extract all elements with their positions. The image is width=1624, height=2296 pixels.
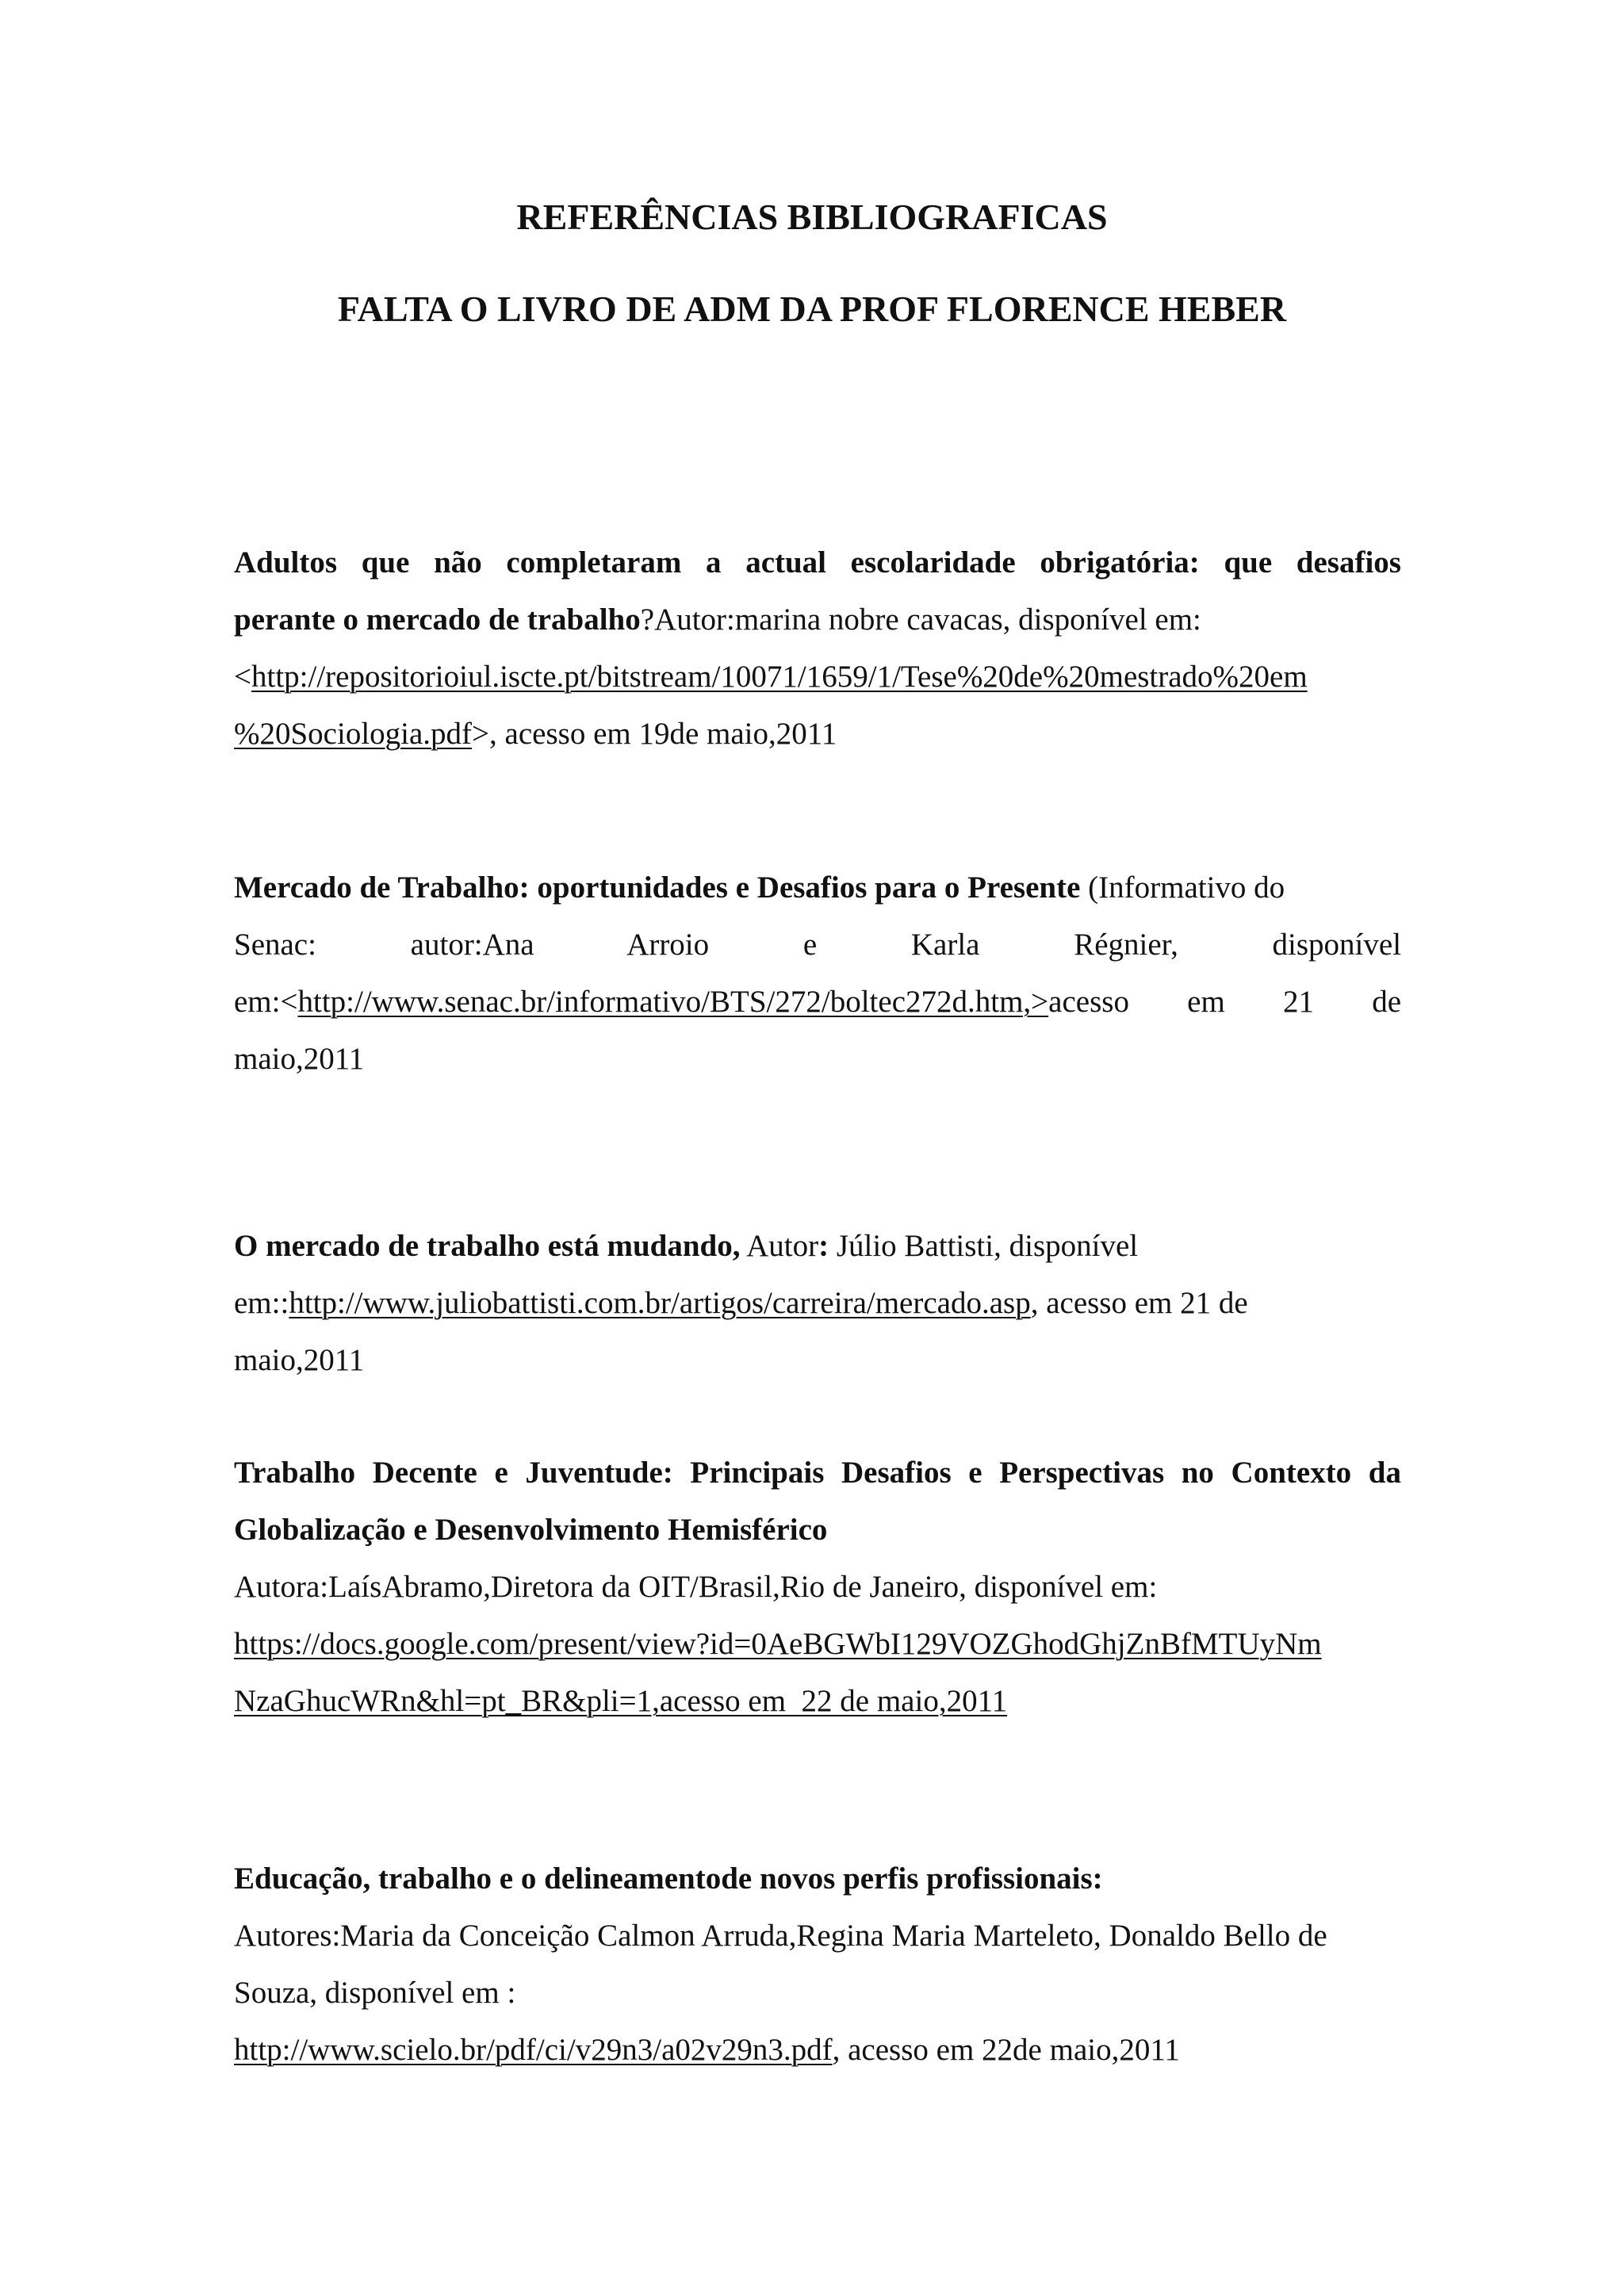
reference-note: (Informativo do	[1080, 871, 1285, 905]
reference-title: perante o mercado de trabalho	[234, 603, 641, 637]
reference-link[interactable]: http://www.scielo.br/pdf/ci/v29n3/a02v29n3.pdf	[234, 2033, 833, 2067]
word: acesso	[1048, 985, 1129, 1019]
reference-line: maio,2011	[234, 1343, 365, 1377]
reference-title-line	[234, 859, 1401, 916]
reference-title-line	[234, 1218, 1401, 1275]
word: 21	[1283, 985, 1314, 1019]
reference-line: Souza, disponível em :	[234, 1976, 516, 2010]
reference-title: Mercado de Trabalho: oportunidades e Desafios para o Presente	[234, 871, 1081, 905]
reference-line	[234, 706, 1401, 763]
access-date: >, acesso em 19de maio,2011	[472, 717, 837, 751]
reference-line	[234, 591, 1401, 649]
reference-link[interactable]: http://www.senac.br/informativo/BTS/272/boltec272d.htm,>	[297, 985, 1049, 1019]
reference-entry	[234, 1445, 1401, 1730]
reference-line	[234, 916, 1401, 974]
reference-line	[234, 1616, 1401, 1673]
word: disponível	[1272, 928, 1401, 962]
reference-entry	[234, 859, 1401, 1088]
reference-author: ?Autor:marina nobre cavacas, disponível em:	[640, 603, 1201, 637]
word: Arroio	[626, 928, 710, 962]
reference-link[interactable]: https://docs.google.com/present/view?id=0AeBGWbI129VOZGhodGhjZnBfMTUyNm	[234, 1627, 1322, 1661]
reference-title: Adultos que não completaram a actual escolaridade obrigatória: que desafios	[234, 545, 1401, 580]
reference-line	[234, 649, 1401, 706]
reference-link[interactable]: http://www.juliobattisti.com.br/artigos/carreira/mercado.asp	[289, 1286, 1031, 1320]
access-date: , acesso em 21 de	[1030, 1286, 1248, 1320]
reference-line	[234, 1673, 1401, 1730]
word: Karla	[910, 928, 980, 962]
word: de	[1372, 985, 1401, 1019]
word: em	[1187, 985, 1225, 1019]
reference-title: Educação, trabalho e o delineamentode novos perfis profissionais:	[234, 1862, 1103, 1896]
reference-title: Trabalho Decente e Juventude: Principais Desafios e Perspectivas no Contexto da	[234, 1456, 1401, 1490]
page-subtitle: FALTA O LIVRO DE ADM DA PROF FLORENCE HEBER	[337, 289, 1287, 329]
reference-line: maio,2011	[234, 1042, 365, 1076]
reference-line	[234, 2022, 1401, 2079]
reference-title-line	[234, 534, 1401, 591]
word: Senac:	[234, 928, 316, 962]
bracket-text: <	[234, 660, 251, 694]
reference-author: Autores:Maria da Conceição Calmon Arruda,Regina Maria Marteleto, Donaldo Bello de	[234, 1919, 1327, 1953]
word: autor:Ana	[410, 928, 534, 962]
reference-line	[234, 1275, 1401, 1332]
reference-title: O mercado de trabalho está mudando,	[234, 1229, 741, 1263]
reference-author: Autora:LaísAbramo,Diretora da OIT/Brasil,Rio de Janeiro, disponível em:	[234, 1570, 1158, 1604]
reference-title-line	[234, 1445, 1401, 1502]
reference-link[interactable]: NzaGhucWRn&hl=pt_BR&pli=1,acesso em 22 de maio,2011	[234, 1684, 1008, 1718]
page-title: REFERÊNCIAS BIBLIOGRAFICAS	[516, 197, 1108, 237]
reference-link[interactable]: http://repositorioiul.iscte.pt/bitstream/10071/1659/1/Tese%20de%20mestrado%20em	[251, 660, 1308, 694]
author-label: Autor	[740, 1229, 819, 1263]
word: Régnier,	[1074, 928, 1178, 962]
reference-title-line	[234, 1850, 1401, 1908]
reference-entry	[234, 1850, 1401, 2079]
reference-entry	[234, 534, 1401, 763]
link-prefix: em:<	[234, 985, 298, 1019]
reference-link[interactable]: %20Sociologia.pdf	[234, 717, 473, 751]
link-prefix: em::	[234, 1286, 289, 1320]
reference-title: Globalização e Desenvolvimento Hemisférico	[234, 1513, 828, 1547]
reference-line	[234, 974, 1401, 1031]
reference-title-line	[234, 1502, 1401, 1559]
author-colon: :	[818, 1229, 829, 1263]
access-date: , acesso em 22de maio,2011	[832, 2033, 1180, 2067]
reference-author: Júlio Battisti, disponível	[829, 1229, 1139, 1263]
reference-entry	[234, 1218, 1401, 1389]
word: e	[802, 928, 818, 962]
